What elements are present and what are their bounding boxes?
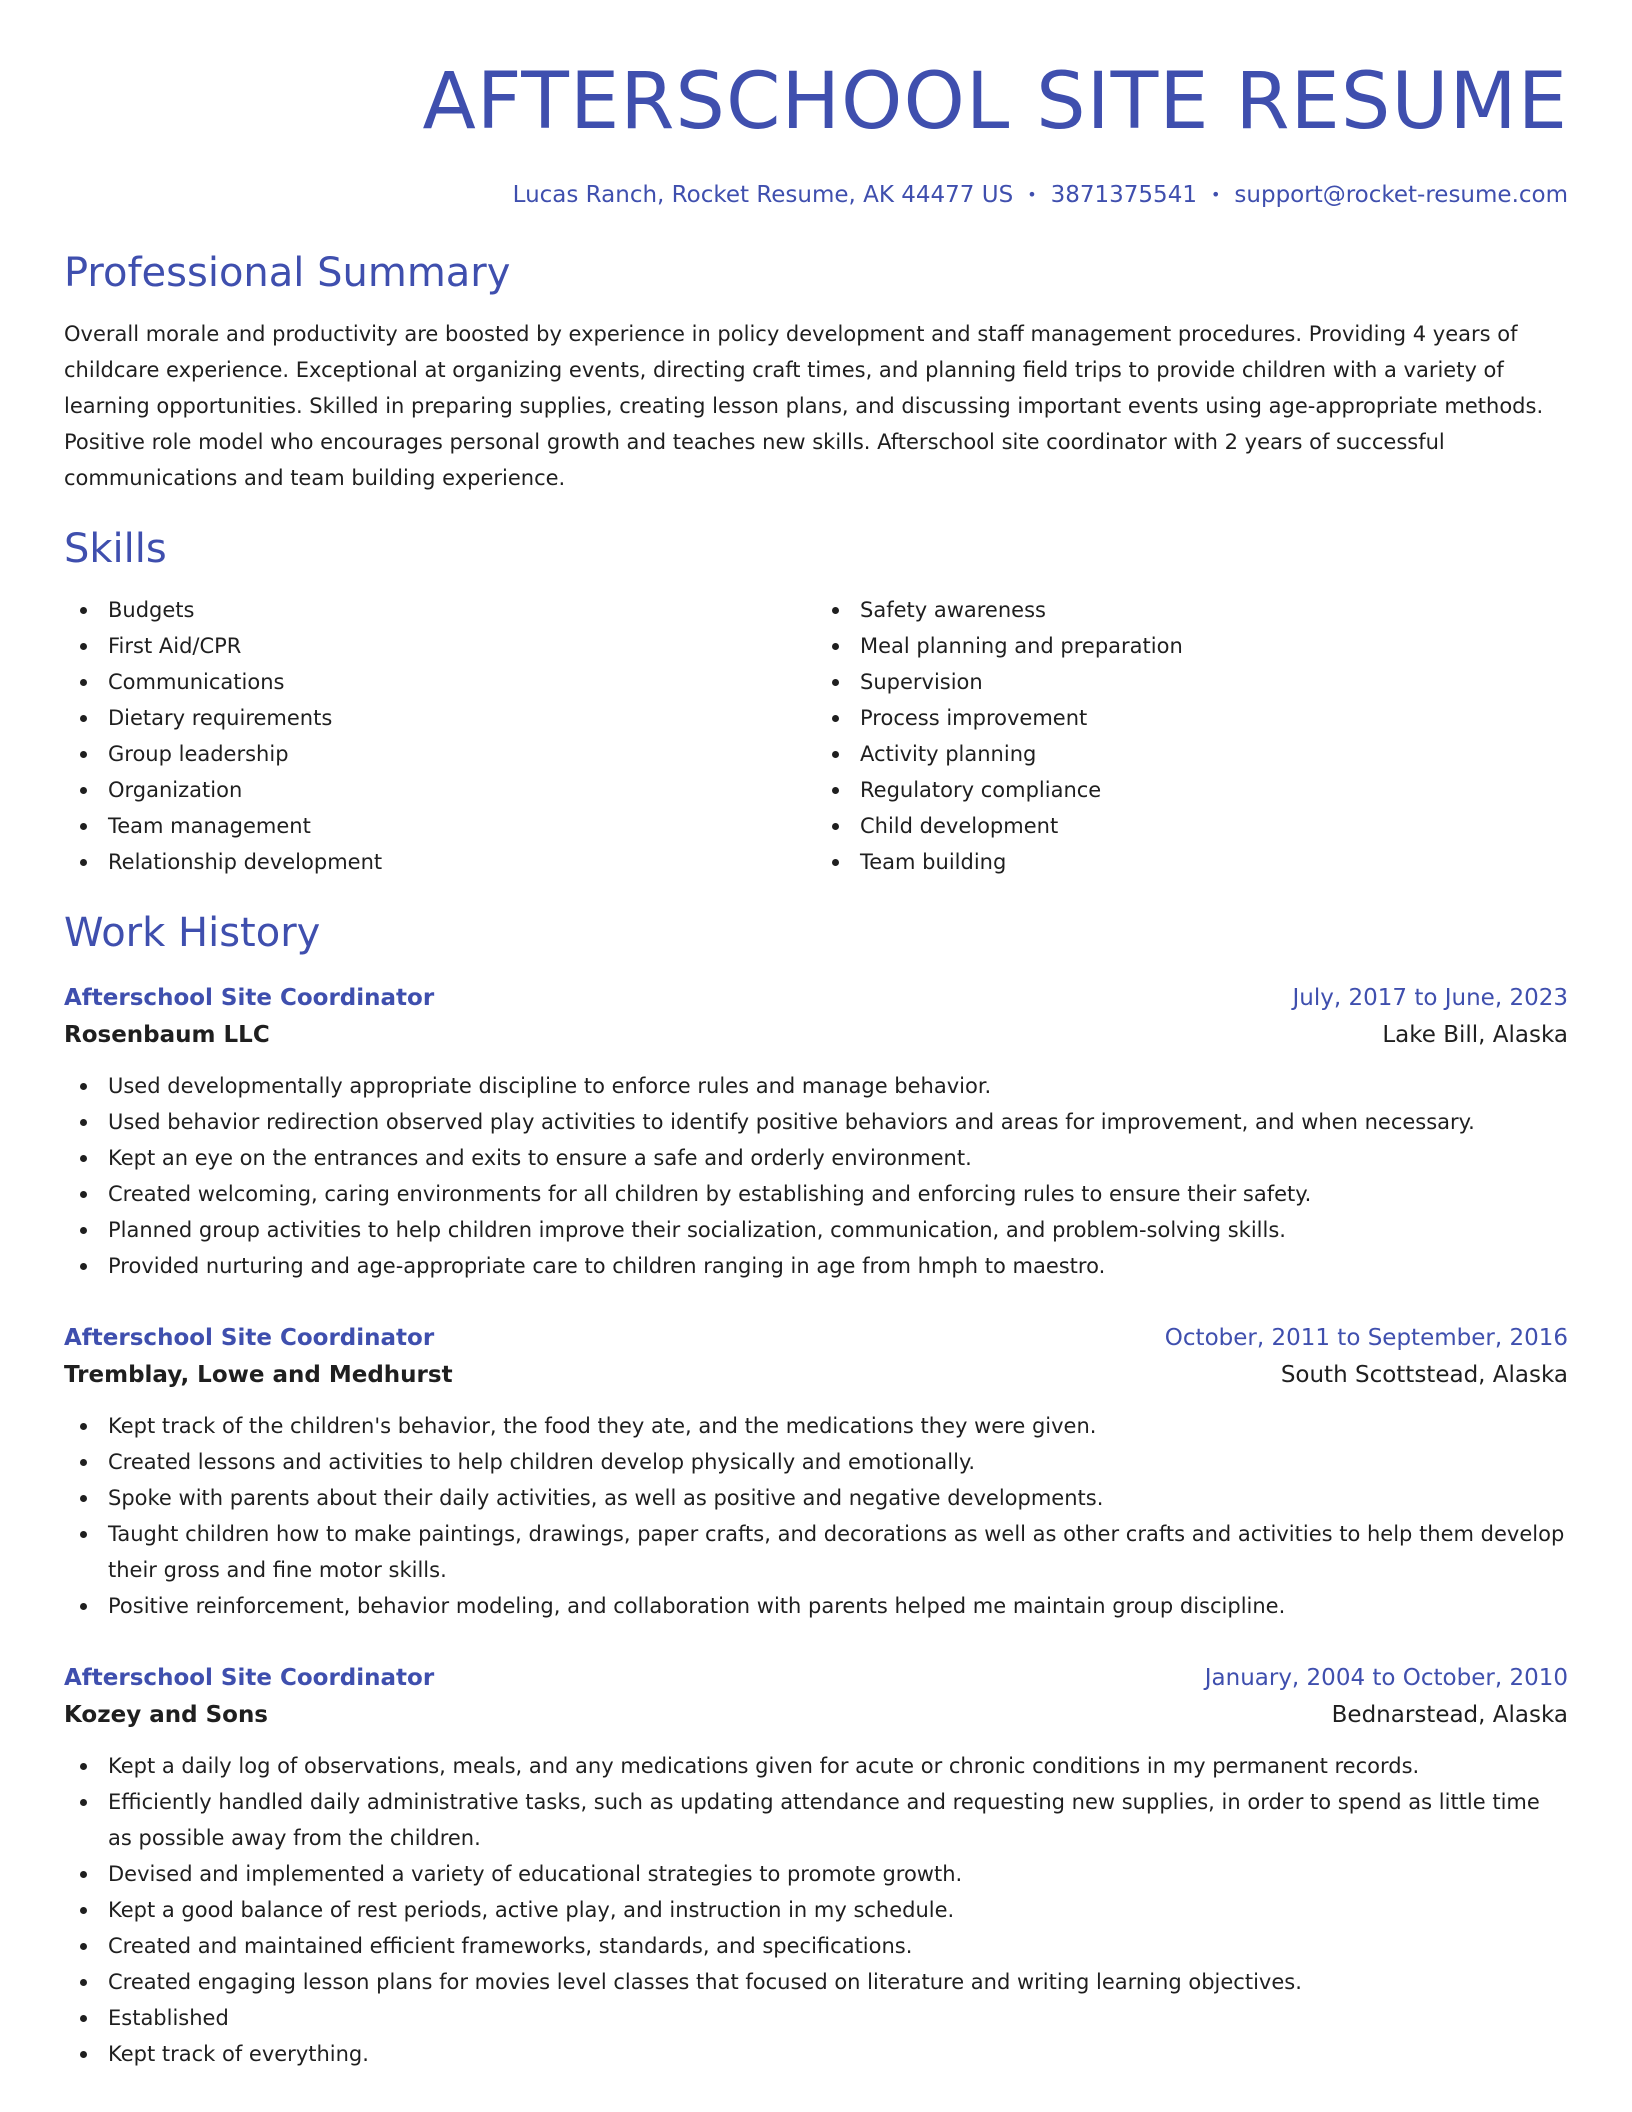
section-title-skills: Skills bbox=[64, 526, 167, 572]
job-bullet: Created and maintained efficient frameworks, standards, and specifications. bbox=[64, 1928, 1568, 1964]
skills-grid bbox=[64, 592, 1568, 880]
job-bullet: Devised and implemented a variety of educational strategies to promote growth. bbox=[64, 1856, 1568, 1892]
skill-item: Budgets bbox=[64, 592, 816, 628]
job-header-row bbox=[64, 1320, 1568, 1356]
job-entry bbox=[64, 980, 1568, 1284]
contact-separator: • bbox=[1210, 185, 1221, 204]
job-bullet: Kept a daily log of observations, meals, and any medications given for acute or chronic conditions in my permanent records. bbox=[64, 1748, 1568, 1784]
skill-item: Team building bbox=[816, 844, 1568, 880]
job-entry bbox=[64, 1320, 1568, 1624]
job-bullet: Used developmentally appropriate discipline to enforce rules and manage behavior. bbox=[64, 1068, 1568, 1104]
summary-text: Overall morale and productivity are boosted by experience in policy development and staff management procedures. Providing 4 years of childcare experience. Exceptional at organizing events, directing craft times, and planning field trips to provide children with a variety of learning opportunities. Skilled in preparing supplies, creating lesson plans, and discussing important events using age-appropriate methods. Positive role model who encourages personal growth and teaches new skills. Afterschool site coordinator with 2 years of successful communications and team building experience. bbox=[64, 322, 1544, 490]
skill-item: Communications bbox=[64, 664, 816, 700]
job-bullet: Spoke with parents about their daily activities, as well as positive and negative developments. bbox=[64, 1480, 1568, 1516]
job-dates: January, 2004 to October, 2010 bbox=[1204, 1665, 1568, 1691]
skill-item: Child development bbox=[816, 808, 1568, 844]
contact-line bbox=[64, 180, 1568, 210]
skill-item: Relationship development bbox=[64, 844, 816, 880]
skill-item: Organization bbox=[64, 772, 816, 808]
job-dates: October, 2011 to September, 2016 bbox=[1164, 1325, 1568, 1351]
job-bullet-list bbox=[64, 1408, 1568, 1624]
skill-item: Supervision bbox=[816, 664, 1568, 700]
skill-item: Process improvement bbox=[816, 700, 1568, 736]
job-bullet: Established bbox=[64, 2000, 1568, 2036]
job-bullet: Provided nurturing and age-appropriate care to children ranging in age from hmph to maestro. bbox=[64, 1248, 1568, 1284]
job-title: Afterschool Site Coordinator bbox=[64, 985, 435, 1011]
job-bullet: Used behavior redirection observed play activities to identify positive behaviors and areas for improvement, and when necessary. bbox=[64, 1104, 1568, 1140]
job-company: Rosenbaum LLC bbox=[64, 1022, 270, 1048]
job-location: South Scottstead, Alaska bbox=[1280, 1362, 1568, 1388]
job-bullet-list bbox=[64, 1748, 1568, 2072]
contact-address: Lucas Ranch, Rocket Resume, AK 44477 US bbox=[512, 182, 1014, 208]
skill-item: First Aid/CPR bbox=[64, 628, 816, 664]
job-company-row bbox=[64, 1356, 1568, 1394]
contact-phone: 3871375541 bbox=[1050, 182, 1197, 208]
skill-item: Team management bbox=[64, 808, 816, 844]
skills-column-right bbox=[816, 592, 1568, 880]
job-bullet: Created welcoming, caring environments for all children by establishing and enforcing rules to ensure their safety. bbox=[64, 1176, 1568, 1212]
job-bullet: Kept track of everything. bbox=[64, 2036, 1568, 2072]
job-bullet: Kept a good balance of rest periods, active play, and instruction in my schedule. bbox=[64, 1892, 1568, 1928]
job-location: Bednarstead, Alaska bbox=[1331, 1702, 1568, 1728]
job-header-row bbox=[64, 1660, 1568, 1696]
contact-separator: • bbox=[1027, 185, 1037, 204]
job-company-row bbox=[64, 1016, 1568, 1054]
job-bullet: Created engaging lesson plans for movies level classes that focused on literature and writing learning objectives. bbox=[64, 1964, 1568, 2000]
skill-item: Activity planning bbox=[816, 736, 1568, 772]
job-company: Kozey and Sons bbox=[64, 1702, 269, 1728]
job-dates: July, 2017 to June, 2023 bbox=[1292, 985, 1568, 1011]
job-title: Afterschool Site Coordinator bbox=[64, 1325, 435, 1351]
skill-item: Meal planning and preparation bbox=[816, 628, 1568, 664]
skills-column-left bbox=[64, 592, 816, 880]
job-bullet-list bbox=[64, 1068, 1568, 1284]
skill-item: Regulatory compliance bbox=[816, 772, 1568, 808]
job-title: Afterschool Site Coordinator bbox=[64, 1665, 435, 1691]
skill-item: Group leadership bbox=[64, 736, 816, 772]
job-location: Lake Bill, Alaska bbox=[1382, 1022, 1568, 1048]
job-bullet: Created lessons and activities to help children develop physically and emotionally. bbox=[64, 1444, 1568, 1480]
job-bullet: Efficiently handled daily administrative tasks, such as updating attendance and requesting new supplies, in order to spend as little time as possible away from the children. bbox=[64, 1784, 1568, 1856]
job-bullet: Planned group activities to help children improve their socialization, communication, and problem-solving skills. bbox=[64, 1212, 1568, 1248]
job-bullet: Positive reinforcement, behavior modeling, and collaboration with parents helped me maintain group discipline. bbox=[64, 1588, 1568, 1624]
skill-item: Dietary requirements bbox=[64, 700, 816, 736]
job-header-row bbox=[64, 980, 1568, 1016]
job-company-row bbox=[64, 1696, 1568, 1734]
job-company: Tremblay, Lowe and Medhurst bbox=[64, 1362, 453, 1388]
job-bullet: Kept track of the children's behavior, the food they ate, and the medications they were given. bbox=[64, 1408, 1568, 1444]
job-bullet: Kept an eye on the entrances and exits to ensure a safe and orderly environment. bbox=[64, 1140, 1568, 1176]
skill-item: Safety awareness bbox=[816, 592, 1568, 628]
job-bullet: Taught children how to make paintings, drawings, paper crafts, and decorations as well as other crafts and activities to help them develop their gross and fine motor skills. bbox=[64, 1516, 1568, 1588]
section-title-summary: Professional Summary bbox=[64, 250, 511, 296]
resume-title: AFTERSCHOOL SITE RESUME bbox=[422, 57, 1568, 147]
contact-email: support@rocket-resume.com bbox=[1234, 182, 1568, 208]
job-entry bbox=[64, 1660, 1568, 2072]
section-title-work-history: Work History bbox=[64, 910, 321, 956]
